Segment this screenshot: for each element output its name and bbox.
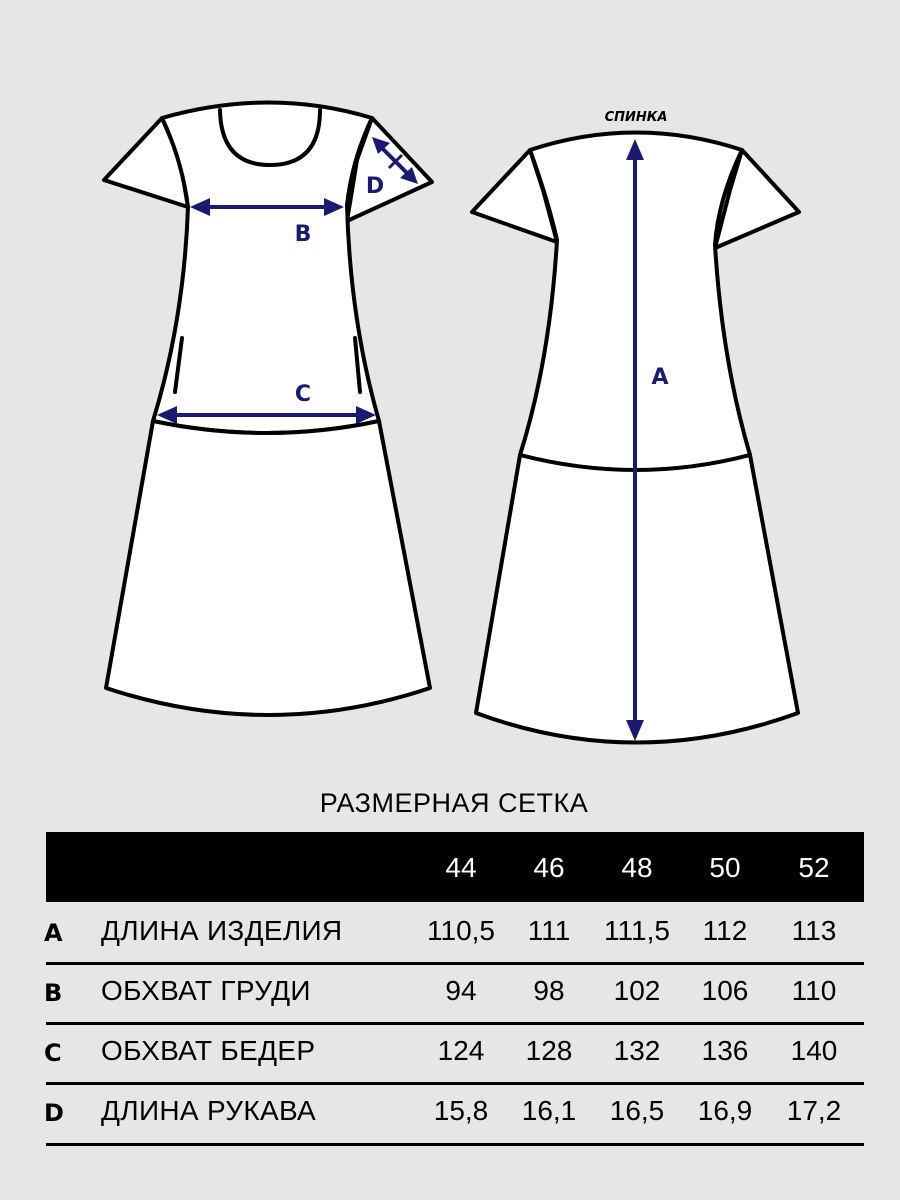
table-cell: 16,1 bbox=[521, 1095, 577, 1126]
table-cell: 106 bbox=[701, 975, 749, 1006]
size-header-48: 48 bbox=[621, 852, 653, 883]
row-name: ДЛИНА ИЗДЕЛИЯ bbox=[101, 915, 343, 946]
table-cell: 128 bbox=[525, 1035, 573, 1066]
table-cell: 15,8 bbox=[433, 1095, 489, 1126]
row-code: D bbox=[44, 1099, 64, 1127]
measure-b-label: B bbox=[294, 222, 312, 247]
measure-d-label: D bbox=[365, 174, 385, 199]
table-cell: 17,2 bbox=[786, 1095, 842, 1126]
table-cell: 112 bbox=[702, 915, 748, 946]
table-cell: 113 bbox=[791, 915, 837, 946]
row-name: ОБХВАТ ГРУДИ bbox=[101, 975, 311, 1006]
row-divider bbox=[46, 1082, 864, 1085]
row-name: ОБХВАТ БЕДЕР bbox=[101, 1035, 316, 1066]
table-cell: 110 bbox=[791, 975, 837, 1006]
table-cell: 140 bbox=[790, 1035, 838, 1066]
table-cell: 124 bbox=[437, 1035, 485, 1066]
table-cell: 16,9 bbox=[697, 1095, 753, 1126]
size-header-52: 52 bbox=[798, 852, 830, 883]
table-cell: 110,5 bbox=[427, 915, 495, 946]
front-skirt bbox=[106, 421, 430, 715]
table-cell: 111 bbox=[527, 915, 571, 946]
back-view-title: СПИНКА bbox=[604, 110, 668, 125]
measure-c-label: C bbox=[294, 382, 312, 407]
table-cell: 94 bbox=[445, 975, 477, 1006]
size-header-50: 50 bbox=[709, 852, 741, 883]
table-cell: 102 bbox=[613, 975, 661, 1006]
table-cell: 132 bbox=[613, 1035, 661, 1066]
row-divider bbox=[46, 1022, 864, 1025]
row-code: B bbox=[44, 979, 63, 1007]
row-code: C bbox=[44, 1039, 62, 1067]
size-header-44: 44 bbox=[445, 852, 477, 883]
row-divider bbox=[46, 962, 864, 965]
size-table-title: РАЗМЕРНАЯ СЕТКА bbox=[319, 788, 589, 818]
size-header-46: 46 bbox=[533, 852, 565, 883]
table-cell: 136 bbox=[701, 1035, 749, 1066]
table-cell: 98 bbox=[533, 975, 565, 1006]
row-divider bbox=[46, 1143, 864, 1146]
row-name: ДЛИНА РУКАВА bbox=[101, 1095, 316, 1126]
row-code: A bbox=[44, 919, 63, 947]
table-cell: 16,5 bbox=[609, 1095, 665, 1126]
front-bodice bbox=[153, 103, 379, 434]
measure-a-label: A bbox=[651, 365, 669, 390]
table-cell: 111,5 bbox=[604, 915, 670, 946]
